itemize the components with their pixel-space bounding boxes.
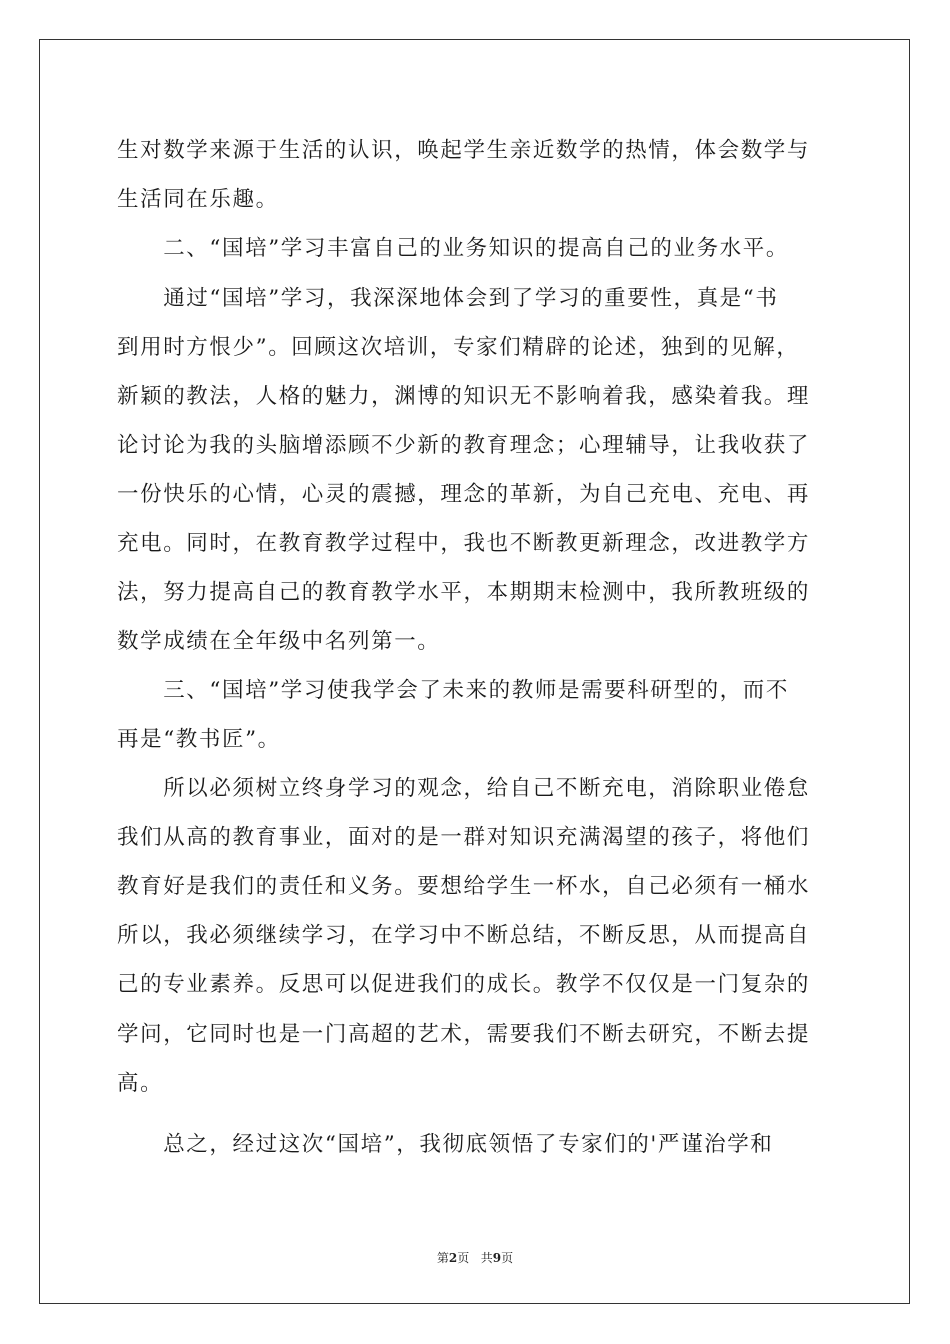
text-line: 所以必须树立终身学习的观念，给自己不断充电，消除职业倦怠 (117, 776, 811, 801)
text-line: 通过“国培”学习，我深深地体会到了学习的重要性，真是“书 (117, 286, 779, 311)
text-line: 己的专业素养。反思可以促进我们的成长。教学不仅仅是一门复杂的 (117, 972, 811, 997)
page-number: 2 (448, 1251, 458, 1265)
text-line: 高。 (117, 1071, 164, 1096)
text-line: 学问，它同时也是一门高超的艺术，需要我们不断去研究，不断去提 (117, 1022, 811, 1047)
text-line: 我们从高的教育事业，面对的是一群对知识充满渴望的孩子，将他们 (117, 825, 811, 850)
page-footer (0, 1249, 950, 1266)
text-line: 新颖的教法，人格的魅力，渊博的知识无不影响着我，感染着我。理 (117, 384, 811, 409)
total-prefix: 共 (480, 1251, 493, 1265)
text-line: 生对数学来源于生活的认识，唤起学生亲近数学的热情，体会数学与 (117, 138, 811, 163)
total-pages: 9 (492, 1251, 502, 1265)
total-suffix: 页 (501, 1251, 514, 1265)
text-line: 二、“国培”学习丰富自己的业务知识的提高自己的业务水平。 (117, 236, 789, 261)
text-line: 数学成绩在全年级中名列第一。 (117, 629, 441, 654)
text-line: 充电。同时，在教育教学过程中，我也不断教更新理念，改进教学方 (117, 531, 811, 556)
text-line: 一份快乐的心情，心灵的震撼，理念的革新，为自己充电、充电、再 (117, 482, 811, 507)
text-line: 三、“国培”学习使我学会了未来的教师是需要科研型的，而不 (117, 678, 789, 703)
page-border (39, 39, 910, 1304)
page-suffix: 页 (457, 1251, 470, 1265)
text-line: 法，努力提高自己的教育教学水平，本期期末检测中，我所教班级的 (117, 580, 811, 605)
page-prefix: 第 (436, 1251, 449, 1265)
text-line: 教育好是我们的责任和义务。要想给学生一杯水，自己必须有一桶水 (117, 874, 811, 899)
text-line: 到用时方恨少”。回顾这次培训，专家们精辟的论述，独到的见解， (117, 335, 800, 360)
text-line: 生活同在乐趣。 (117, 187, 279, 212)
text-line: 总之，经过这次“国培”，我彻底领悟了专家们的'严谨治学和 (117, 1132, 774, 1157)
text-line: 论讨论为我的头脑增添顾不少新的教育理念；心理辅导，让我收获了 (117, 433, 811, 458)
text-line: 再是“教书匠”。 (117, 727, 281, 752)
text-line: 所以，我必须继续学习，在学习中不断总结，不断反思，从而提高自 (117, 923, 811, 948)
